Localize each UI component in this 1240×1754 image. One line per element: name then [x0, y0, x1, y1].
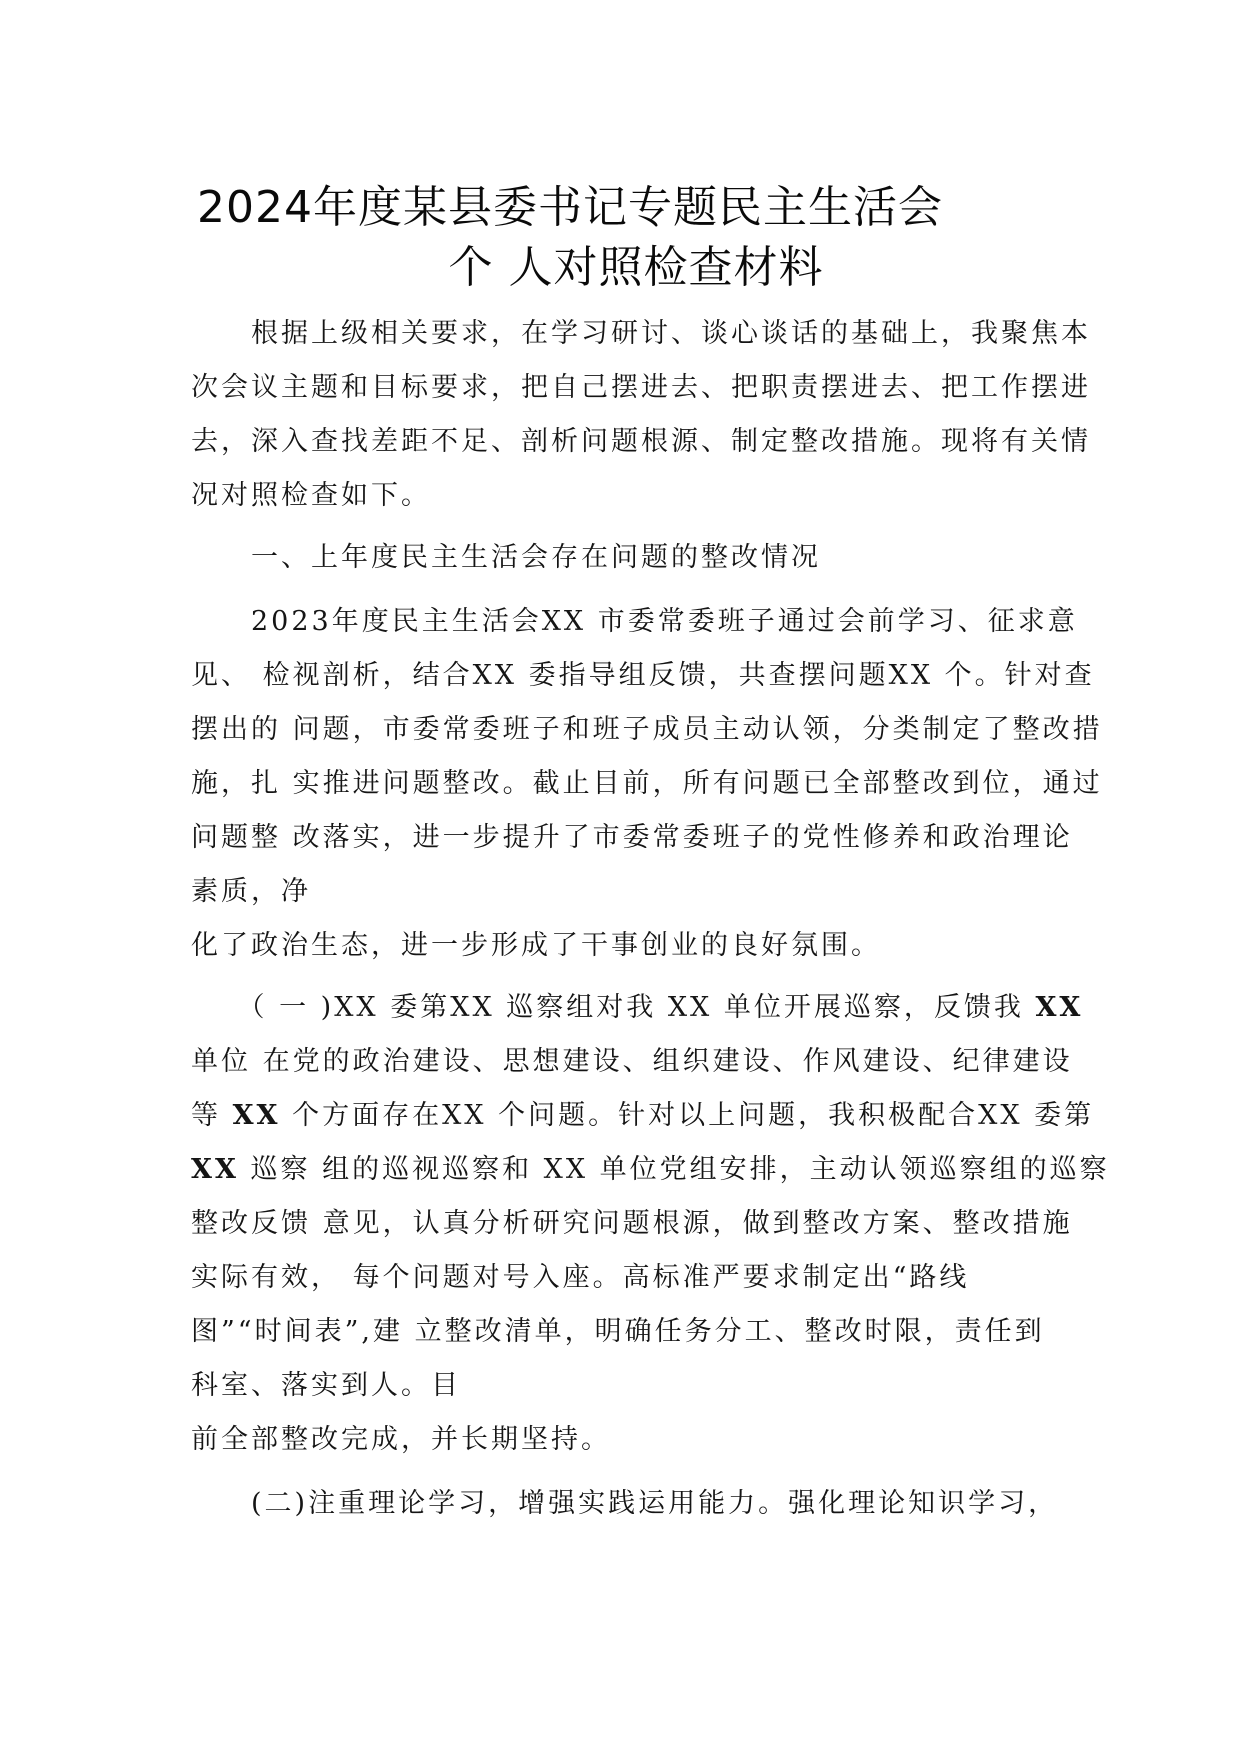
body-line-text: 巡察 组的巡视巡察和 XX 单位党组安排，主动认领巡察组的巡察 — [238, 1154, 1110, 1185]
body-line-text: （ 一 )XX 委第XX 巡察组对我 XX 单位开展巡察，反馈我 — [191, 992, 1036, 1023]
body-line: 问题整 改落实，进一步提升了市委常委班子的党性修养和政治理论 — [191, 822, 1073, 853]
body-line-text: 个方面存在XX 个问题。针对以上问题，我积极配合XX 委第 — [280, 1100, 1095, 1131]
body-line: 去，深入查找差距不足、剖析问题根源、制定整改措施。现将有关情 — [191, 426, 1091, 457]
bold-xx: XX — [1035, 992, 1084, 1023]
body-line: 前全部整改完成，并长期坚持。 — [191, 1424, 611, 1455]
body-line — [191, 990, 1084, 1026]
body-line-text: 等 — [191, 1100, 233, 1131]
section-heading: 一、上年度民主生活会存在问题的整改情况 — [191, 542, 821, 573]
document-title-line-2: 个 人对照检查材料 — [448, 242, 824, 293]
document-title-line-1: 2024年度某县委书记专题民主生活会 — [197, 182, 943, 233]
body-line: 根据上级相关要求，在学习研讨、谈心谈话的基础上，我聚焦本 — [191, 318, 1091, 349]
body-line: 科室、落实到人。目 — [191, 1370, 461, 1401]
body-line: (二)注重理论学习，增强实践运用能力。强化理论知识学习， — [191, 1488, 1059, 1519]
body-line: 素质，净 — [191, 876, 311, 907]
body-line: 整改反馈 意见，认真分析研究问题根源，做到整改方案、整改措施 — [191, 1208, 1073, 1239]
body-line: 图”“时间表”,建 立整改清单，明确任务分工、整改时限，责任到 — [191, 1316, 1045, 1347]
body-line — [191, 1098, 1095, 1134]
body-line: 2023年度民主生活会XX 市委常委班子通过会前学习、征求意 — [191, 606, 1078, 637]
body-line: 施，扎 实推进问题整改。截止目前，所有问题已全部整改到位，通过 — [191, 768, 1103, 799]
body-line — [191, 1152, 1110, 1188]
body-line: 单位 在党的政治建设、思想建设、组织建设、作风建设、纪律建设 — [191, 1046, 1073, 1077]
body-line: 况对照检查如下。 — [191, 480, 431, 511]
body-line: 化了政治生态，进一步形成了干事创业的良好氛围。 — [191, 930, 881, 961]
body-line: 见、 检视剖析，结合XX 委指导组反馈，共查摆问题XX 个。针对查 — [191, 660, 1095, 691]
body-line: 实际有效， 每个问题对号入座。高标准严要求制定出“路线 — [191, 1262, 970, 1293]
body-line: 次会议主题和目标要求，把自己摆进去、把职责摆进去、把工作摆进 — [191, 372, 1091, 403]
body-line: 摆出的 问题，市委常委班子和班子成员主动认领，分类制定了整改措 — [191, 714, 1103, 745]
bold-xx: XX — [232, 1100, 281, 1131]
bold-xx: XX — [191, 1154, 239, 1185]
